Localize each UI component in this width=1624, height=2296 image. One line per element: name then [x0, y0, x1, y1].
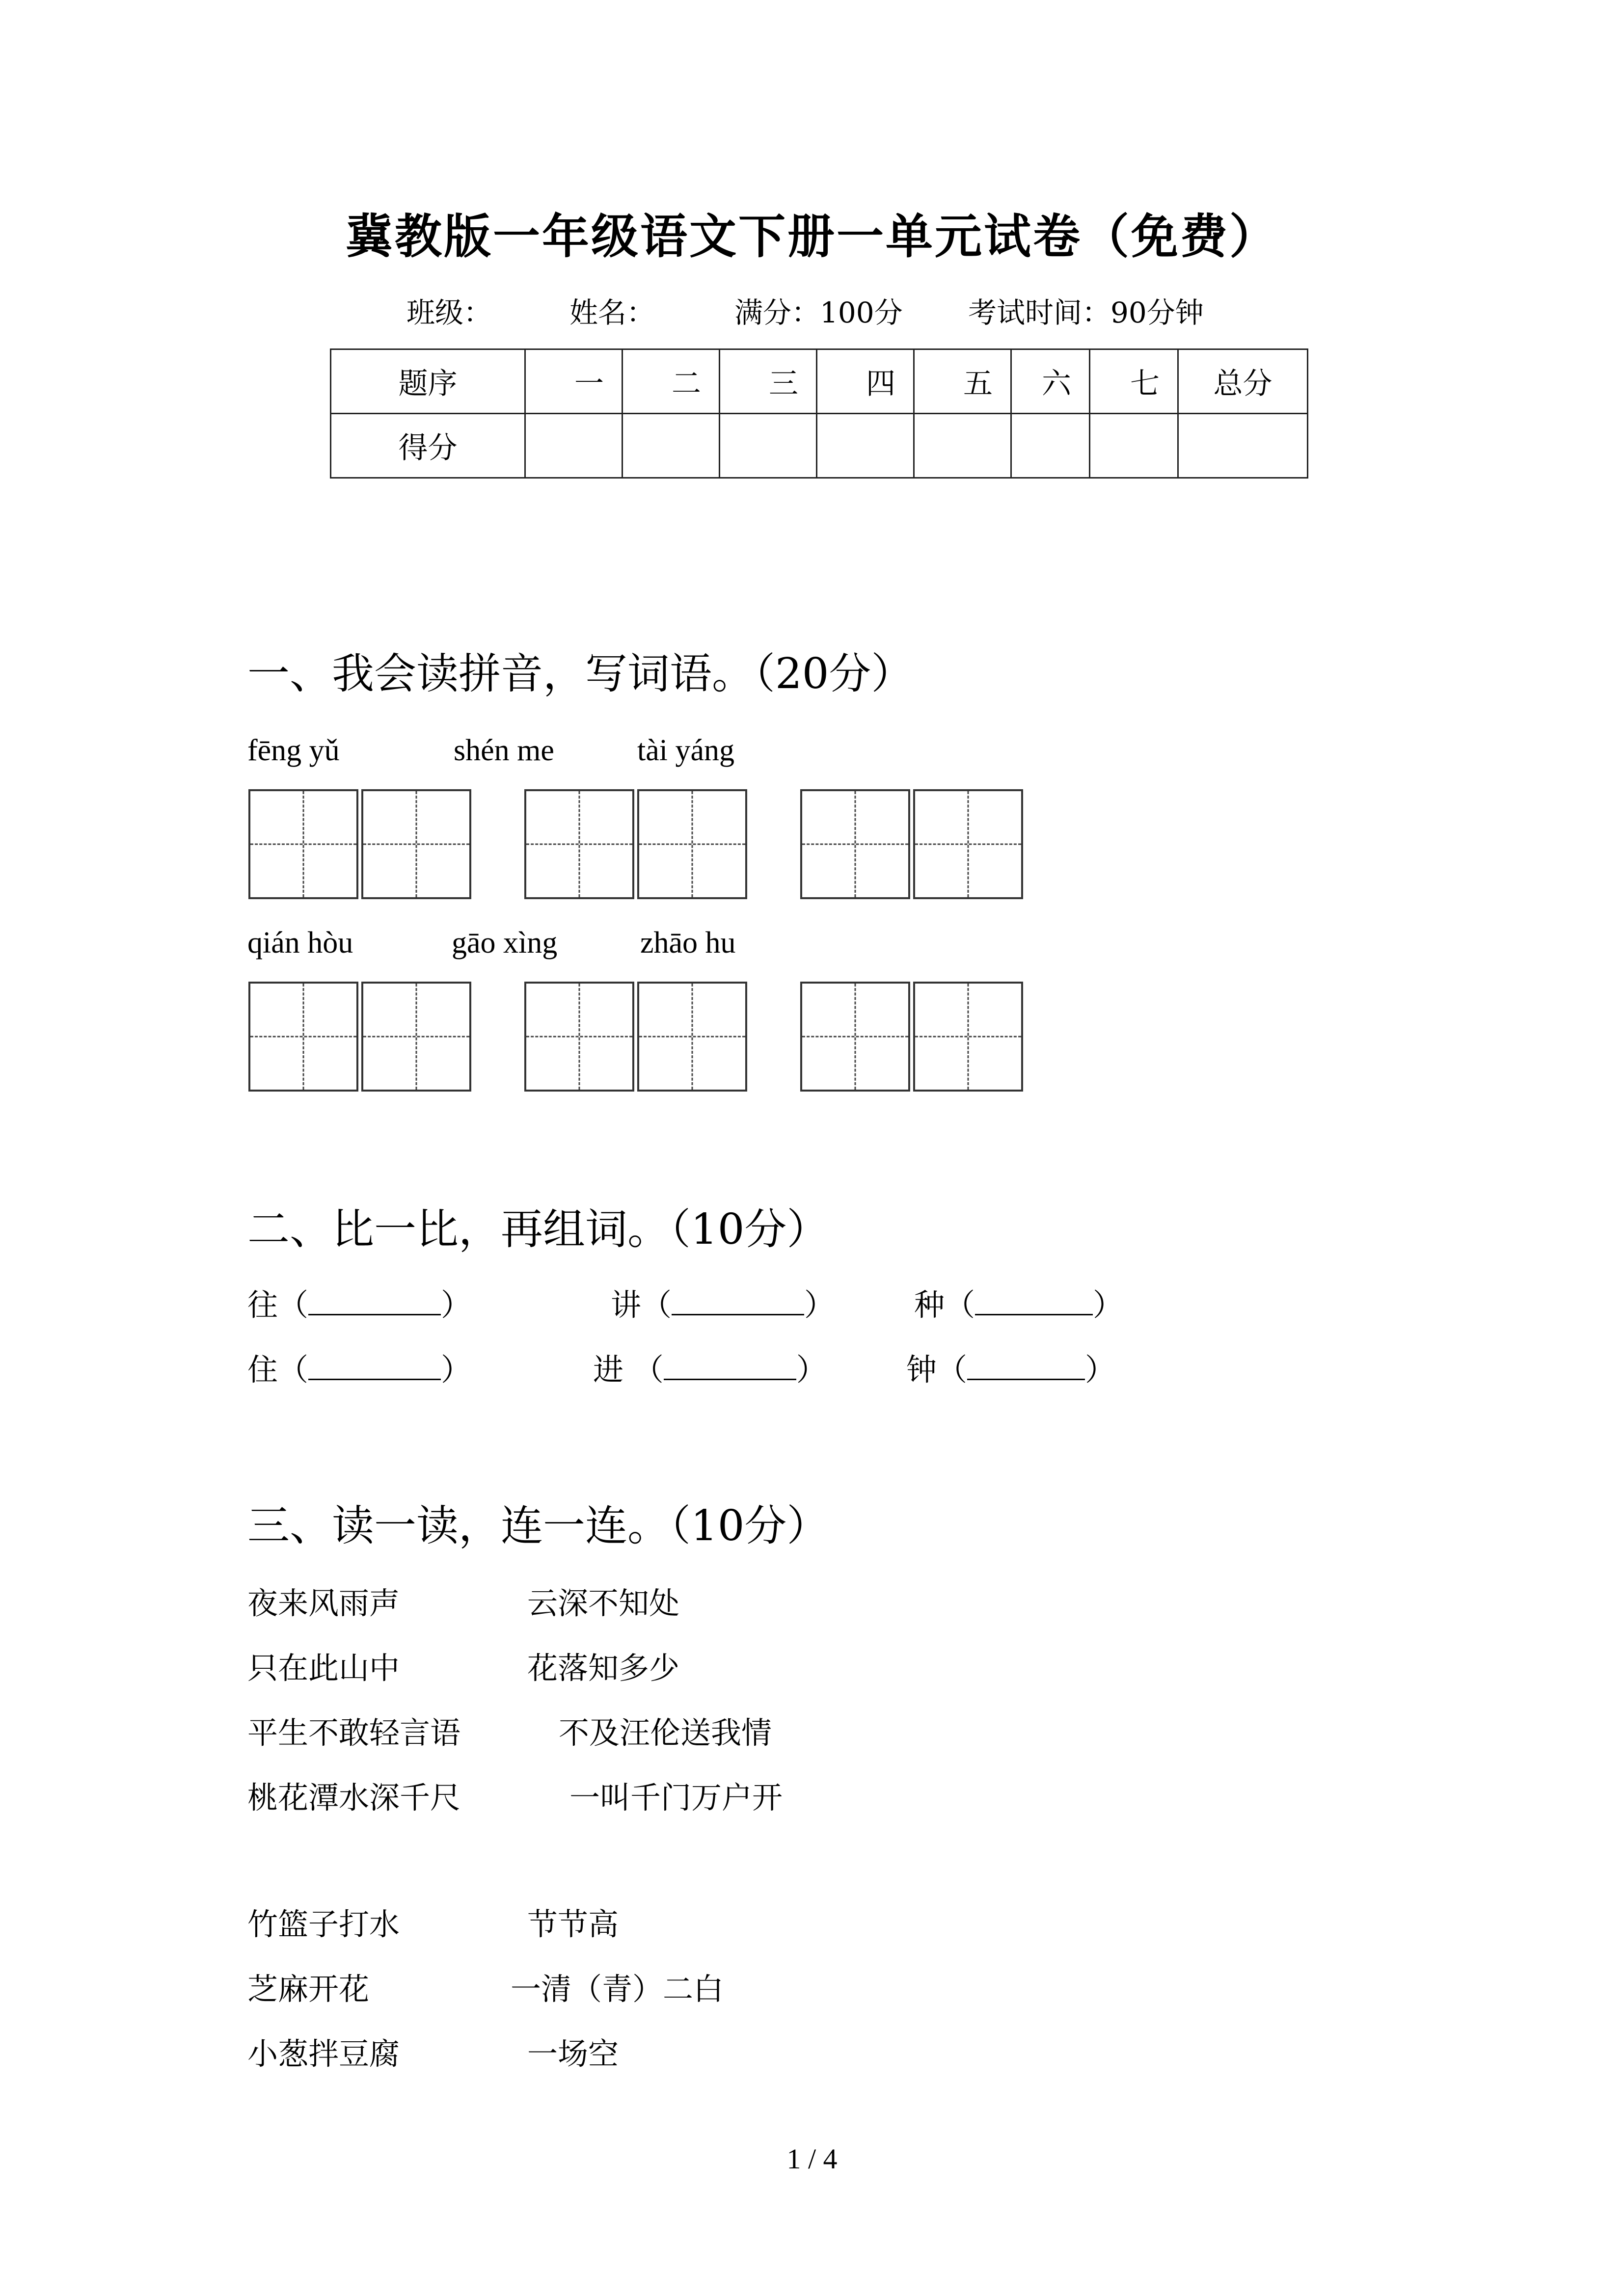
score-cell[interactable]	[1178, 414, 1308, 478]
compare-char: 讲（	[611, 1287, 672, 1323]
section-1-heading: 一、我会读拼音，写词语。（20分）	[247, 649, 914, 698]
match-left-item[interactable]: 只在此山中	[247, 1650, 400, 1686]
answer-blank[interactable]	[308, 1290, 441, 1315]
match-left-item[interactable]: 桃花潭水深千尺	[247, 1780, 461, 1815]
match-left-item[interactable]: 夜来风雨声	[247, 1585, 400, 1621]
writing-grid-box[interactable]	[800, 982, 910, 1092]
answer-blank[interactable]	[672, 1290, 804, 1315]
score-cell[interactable]	[914, 414, 1011, 478]
score-table	[330, 348, 1308, 479]
match-left-item[interactable]: 芝麻开花	[247, 1971, 370, 2007]
writing-grid-box[interactable]	[248, 789, 358, 899]
score-cell[interactable]	[817, 414, 914, 478]
match-right-item[interactable]: 一叫千门万户开	[569, 1780, 783, 1815]
score-cell[interactable]	[623, 414, 720, 478]
match-left-item[interactable]: 竹篮子打水	[247, 1906, 400, 1942]
match-right-item[interactable]: 花落知多少	[527, 1650, 680, 1686]
compare-char: 种（	[914, 1287, 975, 1323]
writing-grid-box[interactable]	[637, 982, 747, 1092]
writing-grid-box[interactable]	[800, 789, 910, 899]
compare-char: 钟（	[906, 1352, 968, 1388]
pinyin: fēng yǔ	[247, 734, 340, 767]
answer-blank[interactable]	[967, 1355, 1085, 1380]
header-cell: 七	[1090, 349, 1178, 414]
header-cell: 三	[720, 349, 817, 414]
match-left-item[interactable]: 小葱拌豆腐	[247, 2036, 400, 2072]
match-right-item[interactable]: 节节高	[527, 1906, 619, 1942]
pinyin: shén me	[454, 734, 554, 767]
compare-item	[247, 1287, 472, 1323]
pinyin: tài yáng	[637, 734, 734, 767]
name-label: 姓名：	[569, 296, 655, 329]
score-table-header-row	[331, 349, 1308, 414]
writing-grid-box[interactable]	[361, 789, 471, 899]
close-paren: ）	[804, 1287, 835, 1323]
header-cell: 二	[623, 349, 720, 414]
writing-grid-box[interactable]	[524, 982, 634, 1092]
writing-grid-box[interactable]	[361, 982, 471, 1092]
answer-blank[interactable]	[664, 1355, 796, 1380]
score-cell[interactable]	[720, 414, 817, 478]
close-paren: ）	[796, 1352, 827, 1388]
match-right-item[interactable]: 一清（青）二白	[511, 1971, 724, 2007]
section-2-heading: 二、比一比，再组词。（10分）	[247, 1205, 829, 1254]
score-cell[interactable]	[525, 414, 623, 478]
page-number: 1 / 4	[786, 2143, 838, 2175]
header-cell: 五	[914, 349, 1011, 414]
writing-grid-box[interactable]	[524, 789, 634, 899]
section-3-heading: 三、读一读，连一连。（10分）	[247, 1501, 829, 1550]
match-right-item[interactable]: 云深不知处	[527, 1585, 680, 1621]
header-cell: 题序	[331, 349, 525, 414]
score-cell[interactable]	[1011, 414, 1090, 478]
compare-char: 进 （	[593, 1352, 664, 1388]
page-title: 冀教版一年级语文下册一单元试卷（免费）	[346, 209, 1278, 264]
score-cell[interactable]	[1090, 414, 1178, 478]
writing-grid-box[interactable]	[637, 789, 747, 899]
close-paren: ）	[1085, 1352, 1116, 1388]
header-cell: 总分	[1178, 349, 1308, 414]
pinyin: zhāo hu	[640, 926, 736, 960]
compare-item	[611, 1287, 835, 1323]
compare-item	[593, 1352, 827, 1388]
full-score: 满分：100分	[734, 296, 903, 329]
compare-item	[247, 1352, 472, 1388]
close-paren: ）	[441, 1287, 472, 1323]
answer-blank[interactable]	[308, 1355, 441, 1380]
compare-char: 住（	[247, 1352, 309, 1388]
match-right-item[interactable]: 一场空	[527, 2036, 619, 2072]
writing-grid-box[interactable]	[913, 789, 1023, 899]
header-cell: 四	[817, 349, 914, 414]
answer-blank[interactable]	[975, 1290, 1093, 1315]
exam-time: 考试时间：90分钟	[968, 296, 1204, 329]
row-label: 得分	[331, 414, 525, 478]
writing-grid-box[interactable]	[913, 982, 1023, 1092]
header-cell: 六	[1011, 349, 1090, 414]
score-table-score-row	[331, 414, 1308, 478]
match-left-item[interactable]: 平生不敢轻言语	[247, 1715, 461, 1751]
class-label: 班级：	[406, 296, 492, 329]
writing-grid-box[interactable]	[248, 982, 358, 1092]
header-cell: 一	[525, 349, 623, 414]
compare-item	[906, 1352, 1116, 1388]
pinyin: gāo xìng	[452, 926, 558, 960]
close-paren: ）	[1093, 1287, 1124, 1323]
compare-item	[914, 1287, 1124, 1323]
compare-char: 往（	[247, 1287, 309, 1323]
close-paren: ）	[441, 1352, 472, 1388]
pinyin: qián hòu	[247, 926, 353, 960]
match-right-item[interactable]: 不及汪伦送我情	[559, 1715, 772, 1751]
